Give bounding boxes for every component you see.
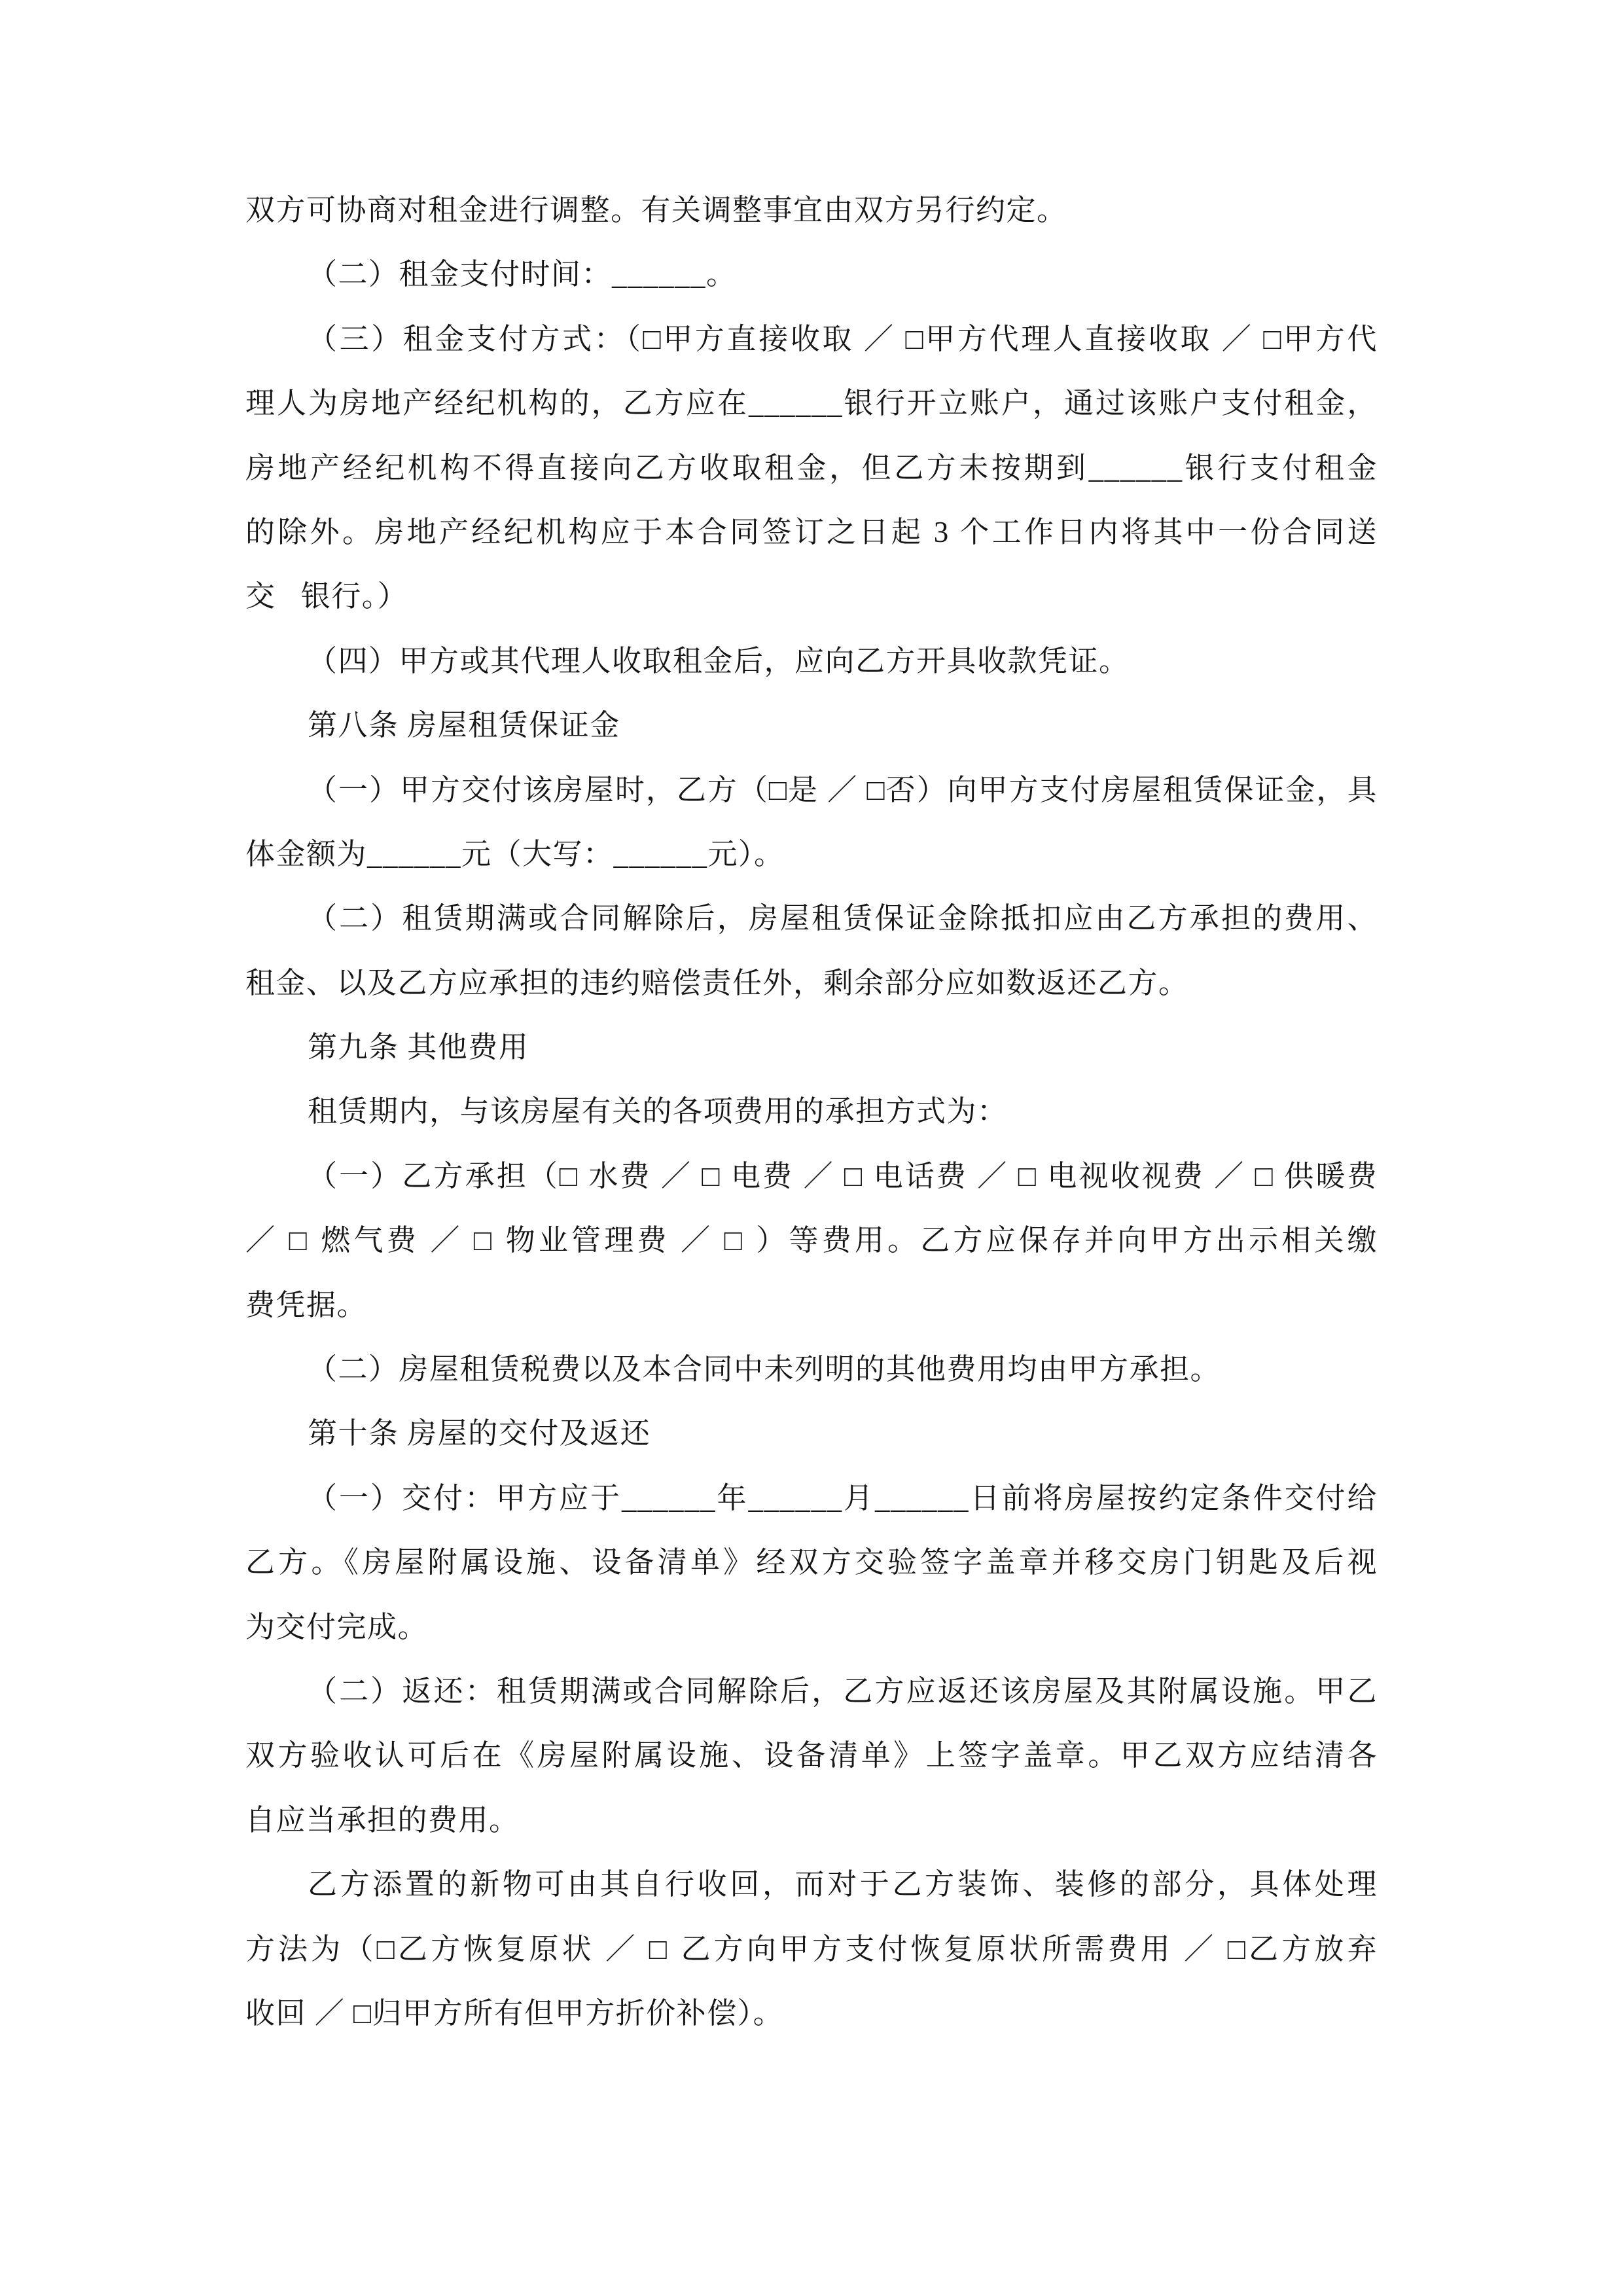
contract-line: 租赁期内，与该房屋有关的各项费用的承担方式为： [308,1095,1008,1128]
contract-line: 体金额为______元（大写：______元）。 [245,837,785,870]
contract-line: 双方验收认可后在《房屋附属设施、设备清单》上签字盖章。甲乙双方应结清各 [245,1739,1378,1772]
contract-line: 自应当承担的费用。 [245,1803,520,1837]
contract-body [245,178,1378,2045]
contract-line: （二）租赁期满或合同解除后，房屋租赁保证金除抵扣应由乙方承担的费用、 [308,902,1378,935]
contract-line: 租金、以及乙方应承担的违约赔偿责任外，剩余部分应如数返还乙方。 [245,966,1189,999]
contract-line: （三）租金支付方式：（□甲方直接收取 ／ □甲方代理人直接收取 ／ □甲方代 [308,322,1378,355]
contract-line: 为交付完成。 [245,1610,429,1643]
contract-line: 交 银行。） [245,580,408,613]
contract-line: （一）乙方承担（□ 水费 ／ □ 电费 ／ □ 电话费 ／ □ 电视收视费 ／ □ 供暖费 [308,1159,1378,1193]
contract-line: 乙方。《房屋附属设施、设备清单》经双方交验签字盖章并移交房门钥匙及后视 [245,1546,1378,1579]
contract-line: 第九条 其他费用 [308,1031,529,1064]
contract-line: （一）交付：甲方应于______年______月______日前将房屋按约定条件交付给 [308,1481,1378,1515]
contract-line: 房地产经纪机构不得直接向乙方收取租金，但乙方未按期到______银行支付租金 [245,451,1378,484]
contract-line: 乙方添置的新物可由其自行收回，而对于乙方装饰、装修的部分，具体处理 [308,1868,1378,1901]
contract-line: 双方可协商对租金进行调整。有关调整事宜由双方另行约定。 [245,194,1067,226]
contract-line: 理人为房地产经纪机构的，乙方应在______银行开立账户，通过该账户支付租金， [245,387,1378,420]
contract-line: 收回 ／ □归甲方所有但甲方折价补偿）。 [245,1996,784,2030]
contract-line: 第八条 房屋租赁保证金 [308,709,620,742]
contract-line: 费凭据。 [245,1288,368,1321]
contract-line: （二）返还：租赁期满或合同解除后，乙方应返还该房屋及其附属设施。甲乙 [308,1674,1378,1708]
contract-line: （二）租金支付时间：______。 [308,258,737,291]
contract-line: 第十条 房屋的交付及返还 [308,1417,651,1450]
contract-line: （四）甲方或其代理人收取租金后，应向乙方开具收款凭证。 [308,644,1130,677]
contract-line: （二）房屋租赁税费以及本合同中未列明的其他费用均由甲方承担。 [308,1353,1221,1386]
contract-line: ／ □ 燃气费 ／ □ 物业管理费 ／ □ ）等费用。乙方应保存并向甲方出示相关缴 [245,1224,1378,1257]
contract-line: 的除外。房地产经纪机构应于本合同签订之日起 3 个工作日内将其中一份合同送 [245,515,1378,548]
contract-line: （一）甲方交付该房屋时，乙方（□是 ／ □否）向甲方支付房屋租赁保证金，具 [308,773,1378,806]
contract-line: 方法为（□乙方恢复原状 ／ □ 乙方向甲方支付恢复原状所需费用 ／ □乙方放弃 [245,1932,1378,1965]
